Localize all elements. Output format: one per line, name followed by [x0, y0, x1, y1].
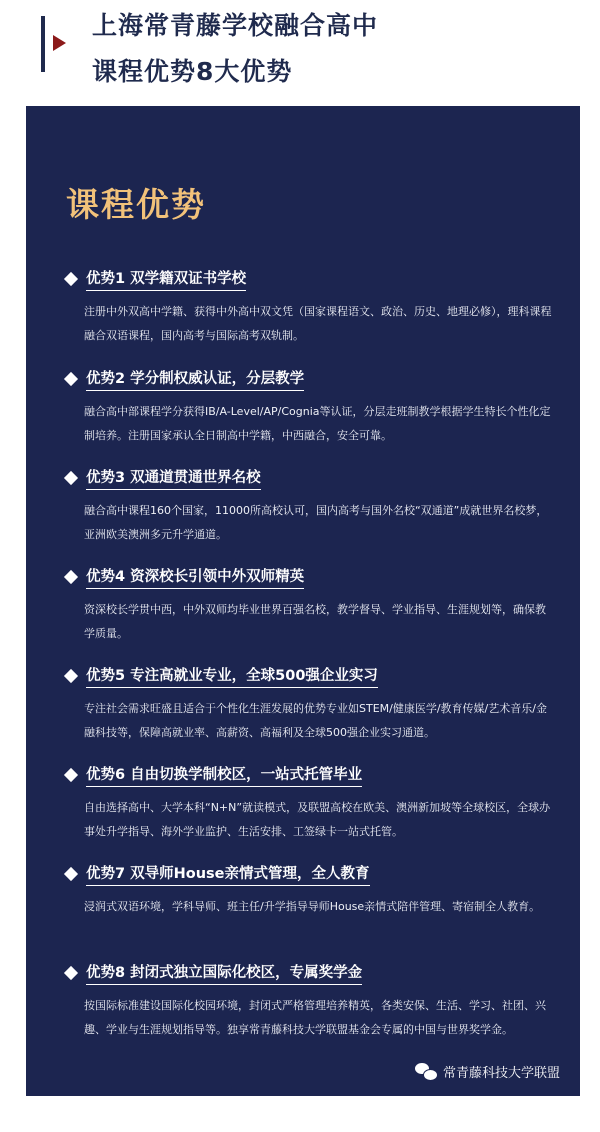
advantage-description: 融合高中课程160个国家，11000所高校认可，国内高考与国外名校“双通道”成就世界名校梦，亚洲欧美澳洲多元升学通道。 — [84, 504, 548, 541]
wechat-watermark — [415, 1062, 560, 1081]
wechat-icon — [415, 1063, 437, 1081]
watermark-text: 常青藤科技大学联盟 — [442, 1066, 560, 1081]
advantage-title: 优势8 封闭式独立国际化校区，专属奖学金 — [86, 961, 362, 985]
diamond-bullet-icon — [64, 867, 78, 881]
advantage-item-8 — [64, 962, 564, 1042]
advantage-description: 按国际标准建设国际化校园环境，封闭式严格管理培养精英，各类安保、生活、学习、社团、兴趣、学业与生涯规划指导等。独享常青藤科技大学联盟基金会专属的中国与世界奖学金。 — [84, 999, 546, 1036]
advantage-description: 专注社会需求旺盛且适合于个性化生涯发展的优势专业如STEM/健康医学/教育传媒/艺术音乐/金融科技等，保障高就业率、高薪资、高福利及全球500强企业实习通道。 — [84, 702, 547, 739]
advantage-item-3 — [64, 467, 564, 547]
panel-title: 课程优势 — [66, 185, 206, 224]
advantage-description: 注册中外双高中学籍、获得中外高中双文凭（国家课程语文、政治、历史、地理必修），理科课程融合双语课程，国内高考与国际高考双轨制。 — [84, 305, 552, 342]
diamond-bullet-icon — [64, 570, 78, 584]
diamond-bullet-icon — [64, 966, 78, 980]
advantage-description: 融合高中部课程学分获得IB/A-Level/AP/Cognia等认证，分层走班制教学根据学生特长个性化定制培养。注册国家承认全日制高中学籍，中西融合，安全可靠。 — [84, 405, 551, 442]
diamond-bullet-icon — [64, 669, 78, 683]
header-accent-bar — [41, 16, 45, 72]
advantage-item-7 — [64, 863, 564, 919]
advantage-item-1 — [64, 268, 564, 348]
advantage-item-6 — [64, 764, 564, 844]
advantage-item-4 — [64, 566, 564, 646]
advantage-title: 优势4 资深校长引领中外双师精英 — [86, 565, 304, 589]
advantage-description: 浸润式双语环境，学科导师、班主任/升学指导导师House亲情式陪伴管理、寄宿制全人教育。 — [84, 900, 541, 913]
advantages-panel — [26, 106, 580, 1096]
diamond-bullet-icon — [64, 272, 78, 286]
advantage-description: 自由选择高中、大学本科“N+N”就读模式，及联盟高校在欧美、澳洲新加坡等全球校区，全球办事处升学指导、海外学业监护、生活安排、工签绿卡一站式托管。 — [84, 801, 551, 838]
diamond-bullet-icon — [64, 471, 78, 485]
advantage-item-5 — [64, 665, 564, 745]
advantage-title: 优势5 专注高就业专业，全球500强企业实习 — [86, 664, 378, 688]
page-title-line-2: 课程优势8大优势 — [92, 57, 293, 86]
page-header — [0, 0, 600, 100]
page-title-line-1: 上海常青藤学校融合高中 — [92, 11, 379, 40]
advantage-title: 优势7 双导师House亲情式管理，全人教育 — [86, 862, 370, 886]
advantage-title: 优势3 双通道贯通世界名校 — [86, 466, 261, 490]
advantage-item-2 — [64, 368, 564, 448]
advantage-title: 优势1 双学籍双证书学校 — [86, 267, 246, 291]
advantage-description: 资深校长学贯中西，中外双师均毕业世界百强名校，教学督导、学业指导、生涯规划等，确保教学质量。 — [84, 603, 546, 640]
advantage-title: 优势2 学分制权威认证，分层教学 — [86, 367, 304, 391]
triangle-icon — [53, 35, 66, 51]
diamond-bullet-icon — [64, 372, 78, 386]
diamond-bullet-icon — [64, 768, 78, 782]
advantage-title: 优势6 自由切换学制校区，一站式托管毕业 — [86, 763, 362, 787]
